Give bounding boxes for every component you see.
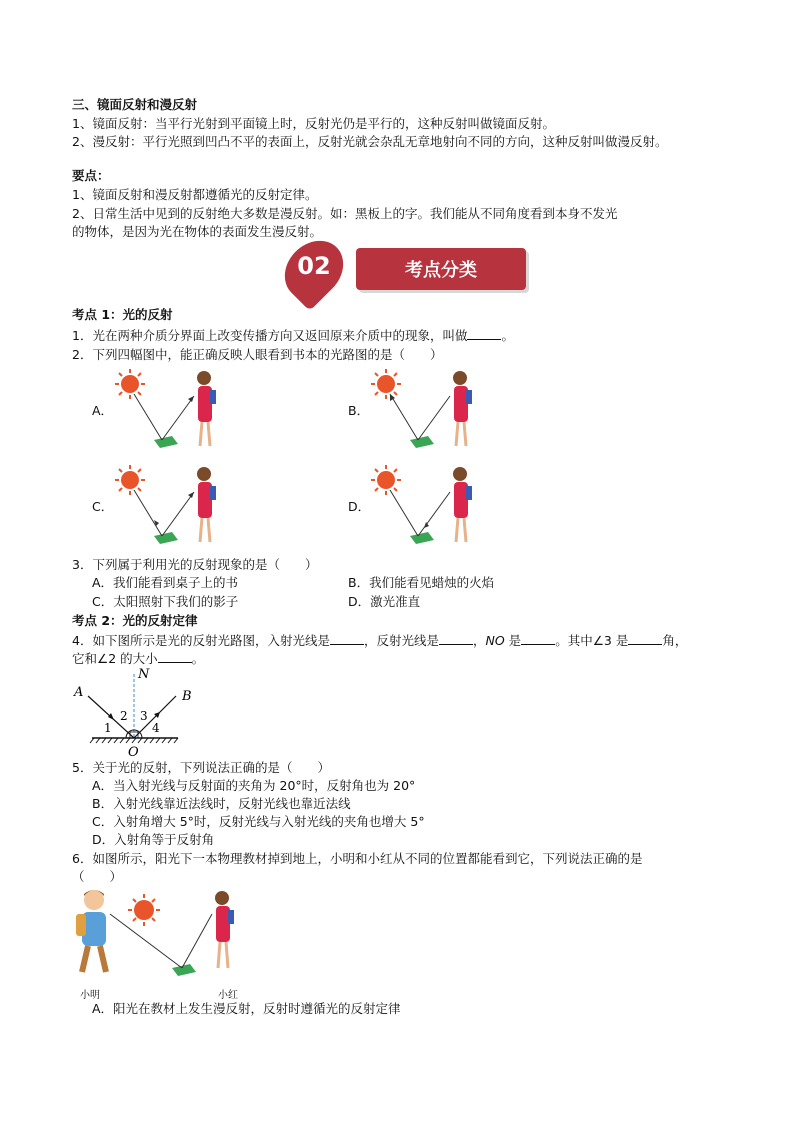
girl-icon: [215, 891, 234, 968]
key-point-2a: 2、日常生活中见到的反射绝大多数是漫反射。如：黑板上的字。我们能从不同角度看到本身不发光: [72, 206, 618, 221]
q2-option-a-figure[interactable]: [112, 366, 232, 458]
girl-icon: [197, 467, 216, 542]
section-heading-reflection-types: 三、镜面反射和漫反射: [72, 97, 198, 112]
sun-icon: [115, 465, 145, 495]
q5-option-b[interactable]: B．入射光线靠近法线时，反射光线也靠近法线: [92, 796, 351, 811]
label-o: O: [128, 745, 139, 760]
sun-icon: [128, 894, 160, 926]
question-1: [72, 327, 514, 345]
sun-icon: [371, 369, 401, 399]
q4-text-2: ，反射光线是: [363, 633, 439, 648]
question-4-line-1: [72, 632, 687, 650]
question-3: 3．下列属于利用光的反射现象的是（ ）: [72, 557, 318, 572]
q4-text-6: 角，: [662, 633, 688, 648]
kp2-heading: 考点 2：光的反射定律: [72, 613, 198, 628]
girl-icon: [197, 371, 216, 446]
q2-option-b-figure[interactable]: [368, 366, 488, 458]
banner-number: 02: [297, 252, 331, 280]
girl-icon: [453, 371, 472, 446]
reflection-diagram: [72, 666, 192, 760]
q4-text-3: ，: [472, 633, 486, 648]
q3-option-a[interactable]: A．我们能看到桌子上的书: [92, 575, 239, 590]
q4-text-7: 它和∠2 的大小: [72, 651, 158, 666]
q4-text-1: 4．如下图所示是光的反射光路图，入射光线是: [72, 633, 330, 648]
diffuse-reflection-text: 2、漫反射：平行光照到凹凸不平的表面上，反射光就会杂乱无章地射向不同的方向，这种反射叫做漫反射。: [72, 134, 668, 149]
q2-option-c-figure[interactable]: [112, 462, 232, 554]
q6-figure: [72, 884, 262, 984]
specular-reflection-text: 1、镜面反射：当平行光射到平面镜上时，反射光仍是平行的，这种反射叫做镜面反射。: [72, 116, 555, 131]
girl-icon: [453, 467, 472, 542]
q2-option-a-label: A．: [92, 403, 114, 418]
question-6-paren: （ ）: [72, 869, 123, 884]
answer-blank[interactable]: [158, 650, 192, 663]
angle-3-label: 3: [140, 709, 148, 723]
q2-option-d-label: D．: [348, 499, 371, 514]
boy-icon: [76, 890, 106, 972]
q6-option-a[interactable]: A．阳光在教材上发生漫反射，反射时遵循光的反射定律: [92, 1001, 401, 1016]
q2-option-b-label: B．: [348, 403, 370, 418]
q5-option-a[interactable]: A．当入射光线与反射面的夹角为 20°时，反射角也为 20°: [92, 778, 416, 793]
answer-blank[interactable]: [521, 632, 555, 645]
angle-4-label: 4: [152, 721, 160, 735]
key-points-heading: 要点：: [72, 168, 110, 183]
label-xiaoming: 小明: [80, 990, 100, 1001]
angle-1-label: 1: [104, 721, 112, 735]
q4-text-8: 。: [191, 651, 205, 666]
question-6: 6．如图所示，阳光下一本物理教材掉到地上，小明和小红从不同的位置都能看到它，下列说法正确的是: [72, 851, 643, 866]
label-a: A: [74, 685, 84, 700]
q4-no-label: NO: [485, 633, 505, 648]
q5-option-d[interactable]: D．入射角等于反射角: [92, 832, 215, 847]
q2-option-c-label: C．: [92, 499, 114, 514]
book-icon: [410, 436, 434, 448]
key-point-1: 1、镜面反射和漫反射都遵循光的反射定律。: [72, 187, 318, 202]
answer-blank[interactable]: [439, 632, 473, 645]
question-5: 5．关于光的反射，下列说法正确的是（ ）: [72, 760, 330, 775]
book-icon: [154, 436, 178, 448]
sun-icon: [371, 465, 401, 495]
q4-text-5: 。其中∠3 是: [555, 633, 629, 648]
label-b: B: [182, 689, 192, 704]
q2-option-d-figure[interactable]: [368, 462, 488, 554]
question-2: 2．下列四幅图中，能正确反映人眼看到书本的光路图的是（ ）: [72, 347, 443, 362]
book-icon: [410, 532, 434, 544]
question-1-end: 。: [501, 328, 514, 343]
label-n: N: [138, 667, 150, 682]
q5-option-c[interactable]: C．入射角增大 5°时，反射光线与入射光线的夹角也增大 5°: [92, 814, 425, 829]
sun-icon: [115, 369, 145, 399]
q3-option-d[interactable]: D．激光准直: [348, 594, 421, 609]
answer-blank[interactable]: [628, 632, 662, 645]
banner-title: 考点分类: [405, 260, 477, 281]
book-icon: [172, 964, 196, 976]
answer-blank[interactable]: [330, 632, 364, 645]
question-1-text: 1．光在两种介质分界面上改变传播方向又返回原来介质中的现象，叫做: [72, 328, 468, 343]
q4-text-4: 是: [504, 633, 522, 648]
key-point-2b: 的物体，是因为光在物体的表面发生漫反射。: [72, 224, 323, 239]
q3-option-b[interactable]: B．我们能看见蜡烛的火焰: [348, 575, 495, 590]
answer-blank[interactable]: [467, 327, 501, 340]
label-xiaohong: 小红: [218, 990, 238, 1001]
angle-2-label: 2: [120, 709, 128, 723]
book-icon: [154, 532, 178, 544]
q3-option-c[interactable]: C．太阳照射下我们的影子: [92, 594, 239, 609]
kp1-heading: 考点 1：光的反射: [72, 307, 173, 322]
